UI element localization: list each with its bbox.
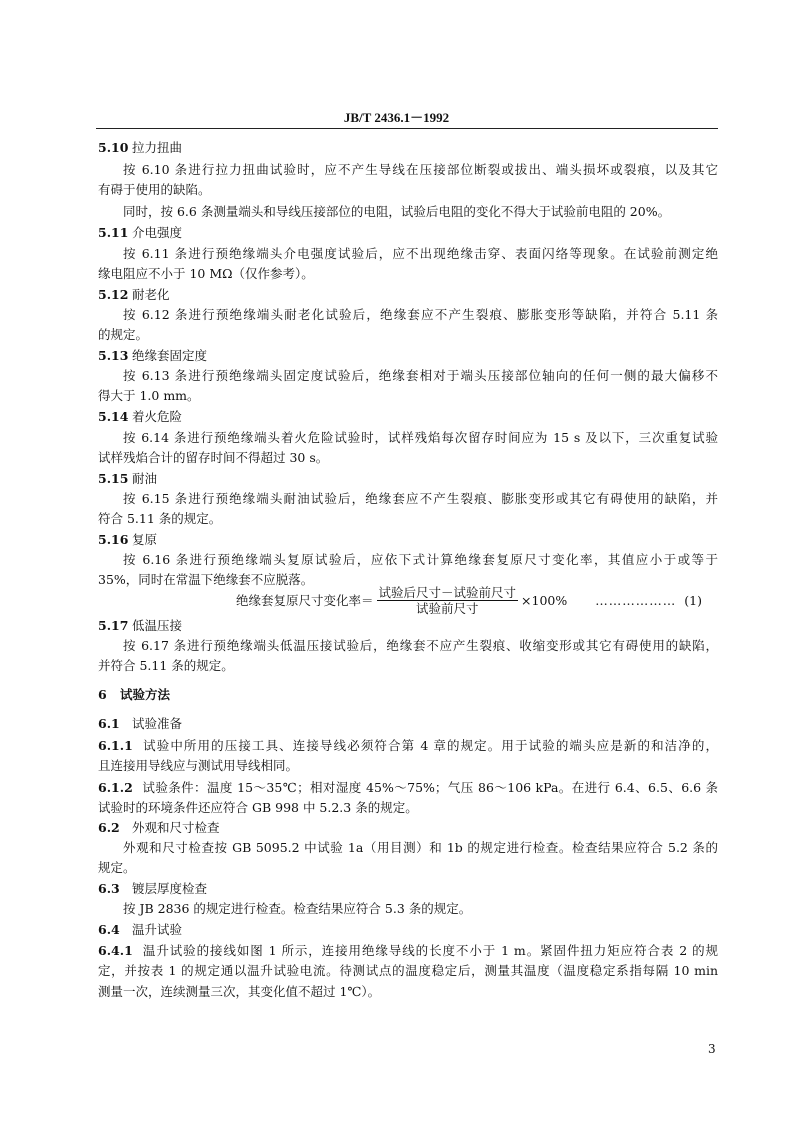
clause-title: 低温压接 xyxy=(132,618,183,633)
chapter-number: 6 xyxy=(98,687,107,702)
clause-number: 5.16 xyxy=(98,532,129,547)
paragraph-line: 按 6.11 条进行预绝缘端头介电强度试验后，应不出现绝缘击穿、表面闪络等现象。在试验前测定绝 xyxy=(123,246,718,261)
clause-title: 复原 xyxy=(132,532,158,547)
formula-1 xyxy=(236,584,702,616)
heading-6-1-2 xyxy=(98,778,718,798)
clause-text: 试验条件：温度 15～35℃；相对湿度 45%～75%；气压 86～106 kPa。在进行 6.4、6.5、6.6 条 xyxy=(142,780,718,795)
formula-numerator: 试验后尺寸－试验前尺寸 xyxy=(378,584,517,600)
formula-fraction xyxy=(377,585,519,616)
paragraph-line: 按 6.13 条进行预绝缘端头固定度试验后，绝缘套相对于端头压接部位轴向的任何一侧的最大偏移不 xyxy=(123,368,718,383)
clause-title: 绝缘套固定度 xyxy=(132,348,208,363)
chapter-title: 试验方法 xyxy=(120,687,171,702)
paragraph-line: 测量一次，连续测量三次，其变化值不超过 1℃）。 xyxy=(98,984,381,999)
document-header: JB/T 2436.1－1992 xyxy=(343,110,450,125)
paragraph-line: 35%，同时在常温下绝缘套不应脱落。 xyxy=(98,572,314,587)
clause-text: 试验中所用的压接工具、连接导线必须符合第 4 章的规定。用于试验的端头应是新的和洁净的， xyxy=(142,738,718,753)
heading-5-16 xyxy=(98,530,718,550)
paragraph-line: 并符合 5.11 条的规定。 xyxy=(98,658,234,673)
paragraph-line: 按 6.14 条进行预绝缘端头着火危险试验时，试样残焰每次留存时间应为 15 s 及以下，三次重复试验 xyxy=(123,430,718,445)
clause-title: 着火危险 xyxy=(132,409,183,424)
clause-title: 试验准备 xyxy=(132,716,183,731)
heading-5-14 xyxy=(98,407,718,427)
heading-6-4 xyxy=(98,920,718,940)
formula-leader-dots: ……………… xyxy=(595,592,677,608)
paragraph-line: 符合 5.11 条的规定。 xyxy=(98,511,222,526)
paragraph-line: 缘电阻应不小于 10 MΩ（仅作参考）。 xyxy=(98,266,314,281)
heading-6-2 xyxy=(98,818,718,838)
clause-number: 5.13 xyxy=(98,348,129,363)
clause-number: 5.10 xyxy=(98,140,129,155)
paragraph-line: 得大于 1.0 mm。 xyxy=(98,388,200,403)
heading-5-13 xyxy=(98,346,718,366)
clause-number: 6.1.1 xyxy=(98,738,133,753)
heading-6-1 xyxy=(98,714,718,734)
paragraph-line: 按 6.15 条进行预绝缘端头耐油试验后，绝缘套应不产生裂痕、膨胀变形或其它有碍使用的缺陷，并 xyxy=(123,491,718,506)
clause-number: 5.14 xyxy=(98,409,129,424)
heading-5-12 xyxy=(98,285,718,305)
heading-6-3 xyxy=(98,879,718,899)
clause-title: 耐老化 xyxy=(132,287,170,302)
paragraph-line: 且连接用导线应与测试用导线相同。 xyxy=(98,758,299,773)
clause-number: 5.11 xyxy=(98,225,129,240)
formula-denominator: 试验前尺寸 xyxy=(416,600,479,616)
paragraph-line: 的规定。 xyxy=(98,327,149,342)
paragraph-line: 按 6.16 条进行预绝缘端头复原试验后，应依下式计算绝缘套复原尺寸变化率，其值应小于或等于 xyxy=(123,552,718,567)
formula-factor: ×100% xyxy=(521,592,568,608)
clause-title: 温升试验 xyxy=(132,922,183,937)
clause-title: 耐油 xyxy=(132,471,158,486)
paragraph-line: 按 6.12 条进行预绝缘端头耐老化试验后，绝缘套应不产生裂痕、膨胀变形等缺陷，并符合 5.11 条 xyxy=(123,307,718,322)
clause-title: 拉力扭曲 xyxy=(132,140,183,155)
heading-5-17 xyxy=(98,616,718,636)
paragraph-line: 按 JB 2836 的规定进行检查。检查结果应符合 5.3 条的规定。 xyxy=(123,901,472,916)
clause-number: 6.3 xyxy=(98,881,120,896)
heading-5-10 xyxy=(98,138,718,158)
clause-number: 5.12 xyxy=(98,287,129,302)
paragraph-line: 有碍于使用的缺陷。 xyxy=(98,182,211,197)
clause-text: 温升试验的接线如图 1 所示，连接用绝缘导线的长度不小于 1 m。紧固件扭力矩应符合表 2 的规 xyxy=(142,943,718,958)
clause-number: 6.4.1 xyxy=(98,943,133,958)
paragraph-line: 定，并按表 1 的规定通以温升试验电流。待测试点的温度稳定后，测量其温度（温度稳定系指每隔 10 min xyxy=(98,963,718,978)
heading-5-11 xyxy=(98,223,718,243)
paragraph-line: 试验时的环境条件还应符合 GB 998 中 5.2.3 条的规定。 xyxy=(98,800,418,815)
heading-6-1-1 xyxy=(98,736,718,756)
clause-number: 5.15 xyxy=(98,471,129,486)
paragraph-line: 按 6.17 条进行预绝缘端头低温压接试验后，绝缘套不应产生裂痕、收缩变形或其它有碍使用的缺陷， xyxy=(123,638,718,653)
clause-title: 外观和尺寸检查 xyxy=(132,820,220,835)
clause-title: 镀层厚度检查 xyxy=(132,881,208,896)
paragraph-line: 试样残焰合计的留存时间不得超过 30 s。 xyxy=(98,450,329,465)
clause-title: 介电强度 xyxy=(132,225,183,240)
paragraph-line: 外观和尺寸检查按 GB 5095.2 中试验 1a（用目测）和 1b 的规定进行检查。检查结果应符合 5.2 条的 xyxy=(123,840,718,855)
page-number: 3 xyxy=(708,1042,716,1056)
formula-lhs: 绝缘套复原尺寸变化率＝ xyxy=(236,593,374,608)
clause-number: 6.1.2 xyxy=(98,780,133,795)
heading-6 xyxy=(98,685,718,705)
header-rule xyxy=(96,128,718,129)
equation-number: (1) xyxy=(684,592,702,608)
clause-number: 6.4 xyxy=(98,922,120,937)
paragraph-line: 同时，按 6.6 条测量端头和导线压接部位的电阻，试验后电阻的变化不得大于试验前电阻的 20%。 xyxy=(123,204,671,219)
heading-5-15 xyxy=(98,469,718,489)
clause-number: 5.17 xyxy=(98,618,129,633)
heading-6-4-1 xyxy=(98,941,718,961)
paragraph-line: 规定。 xyxy=(98,860,136,875)
paragraph-line: 按 6.10 条进行拉力扭曲试验时，应不产生导线在压接部位断裂或拔出、端头损坏或裂痕，以及其它 xyxy=(123,162,718,177)
clause-number: 6.1 xyxy=(98,716,120,731)
clause-number: 6.2 xyxy=(98,820,120,835)
